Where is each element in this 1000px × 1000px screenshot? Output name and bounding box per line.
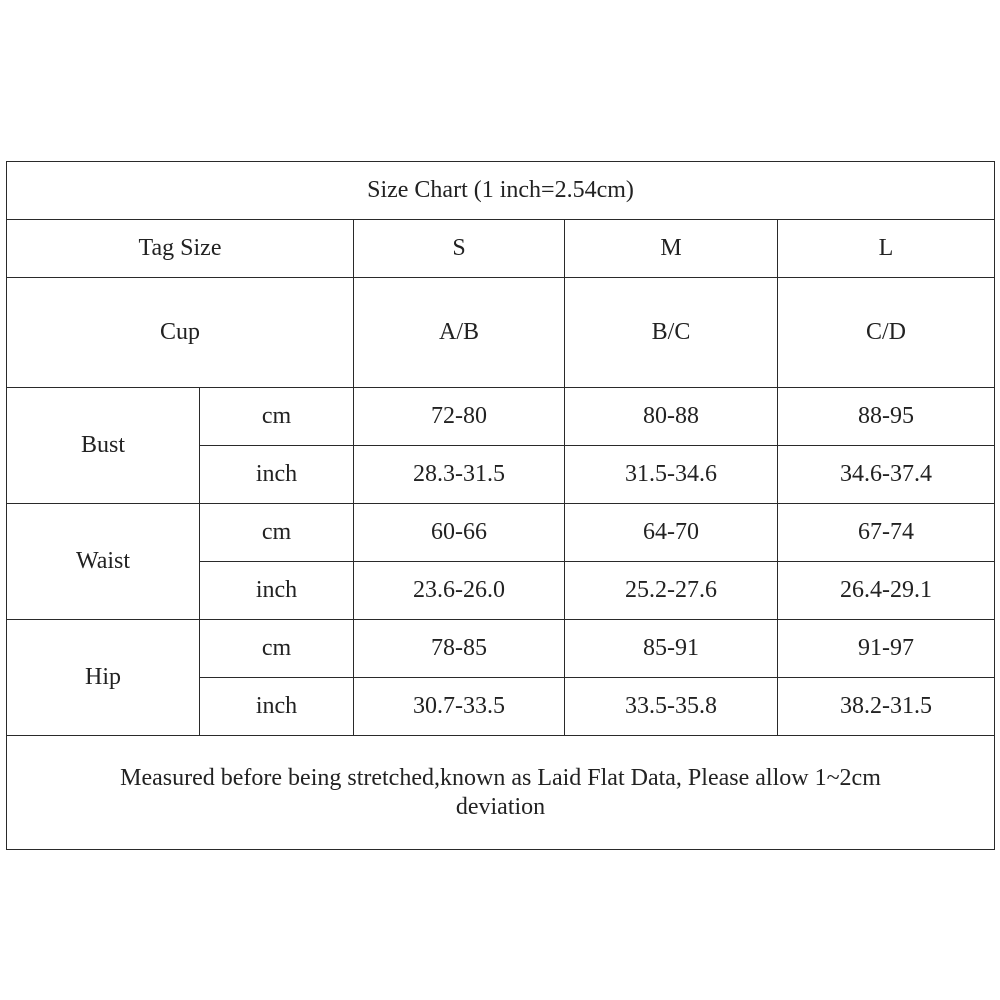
cup-value-l: C/D bbox=[778, 278, 995, 388]
waist-label: Waist bbox=[7, 504, 200, 620]
note-line-2: deviation bbox=[455, 793, 546, 820]
unit-label: inch bbox=[200, 562, 354, 620]
table-cell: 26.4-29.1 bbox=[778, 562, 995, 620]
unit-label: cm bbox=[200, 620, 354, 678]
size-header-s: S bbox=[354, 220, 565, 278]
table-cell: 30.7-33.5 bbox=[354, 678, 565, 736]
table-cell: 38.2-31.5 bbox=[778, 678, 995, 736]
unit-label: inch bbox=[200, 446, 354, 504]
size-header-l: L bbox=[778, 220, 995, 278]
table-cell: 23.6-26.0 bbox=[354, 562, 565, 620]
bust-label: Bust bbox=[7, 388, 200, 504]
table-cell: 78-85 bbox=[354, 620, 565, 678]
table-cell: 88-95 bbox=[778, 388, 995, 446]
table-cell: 33.5-35.8 bbox=[565, 678, 778, 736]
table-cell: 80-88 bbox=[565, 388, 778, 446]
unit-label: inch bbox=[200, 678, 354, 736]
size-chart-table bbox=[6, 161, 995, 850]
table-cell: 72-80 bbox=[354, 388, 565, 446]
measurement-note bbox=[7, 736, 995, 850]
table-cell: 34.6-37.4 bbox=[778, 446, 995, 504]
table-cell: 60-66 bbox=[354, 504, 565, 562]
hip-label: Hip bbox=[7, 620, 200, 736]
table-cell: 85-91 bbox=[565, 620, 778, 678]
table-cell: 25.2-27.6 bbox=[565, 562, 778, 620]
table-cell: 67-74 bbox=[778, 504, 995, 562]
table-cell: 28.3-31.5 bbox=[354, 446, 565, 504]
cup-value-s: A/B bbox=[354, 278, 565, 388]
cup-value-m: B/C bbox=[565, 278, 778, 388]
cup-label: Cup bbox=[7, 278, 354, 388]
unit-label: cm bbox=[200, 504, 354, 562]
table-cell: 91-97 bbox=[778, 620, 995, 678]
table-cell: 31.5-34.6 bbox=[565, 446, 778, 504]
table-cell: 64-70 bbox=[565, 504, 778, 562]
tag-size-label: Tag Size bbox=[7, 220, 354, 278]
chart-title: Size Chart (1 inch=2.54cm) bbox=[7, 162, 995, 220]
note-line-1: Measured before being stretched,known as Laid Flat Data, Please allow 1~2cm bbox=[120, 764, 881, 791]
unit-label: cm bbox=[200, 388, 354, 446]
size-header-m: M bbox=[565, 220, 778, 278]
